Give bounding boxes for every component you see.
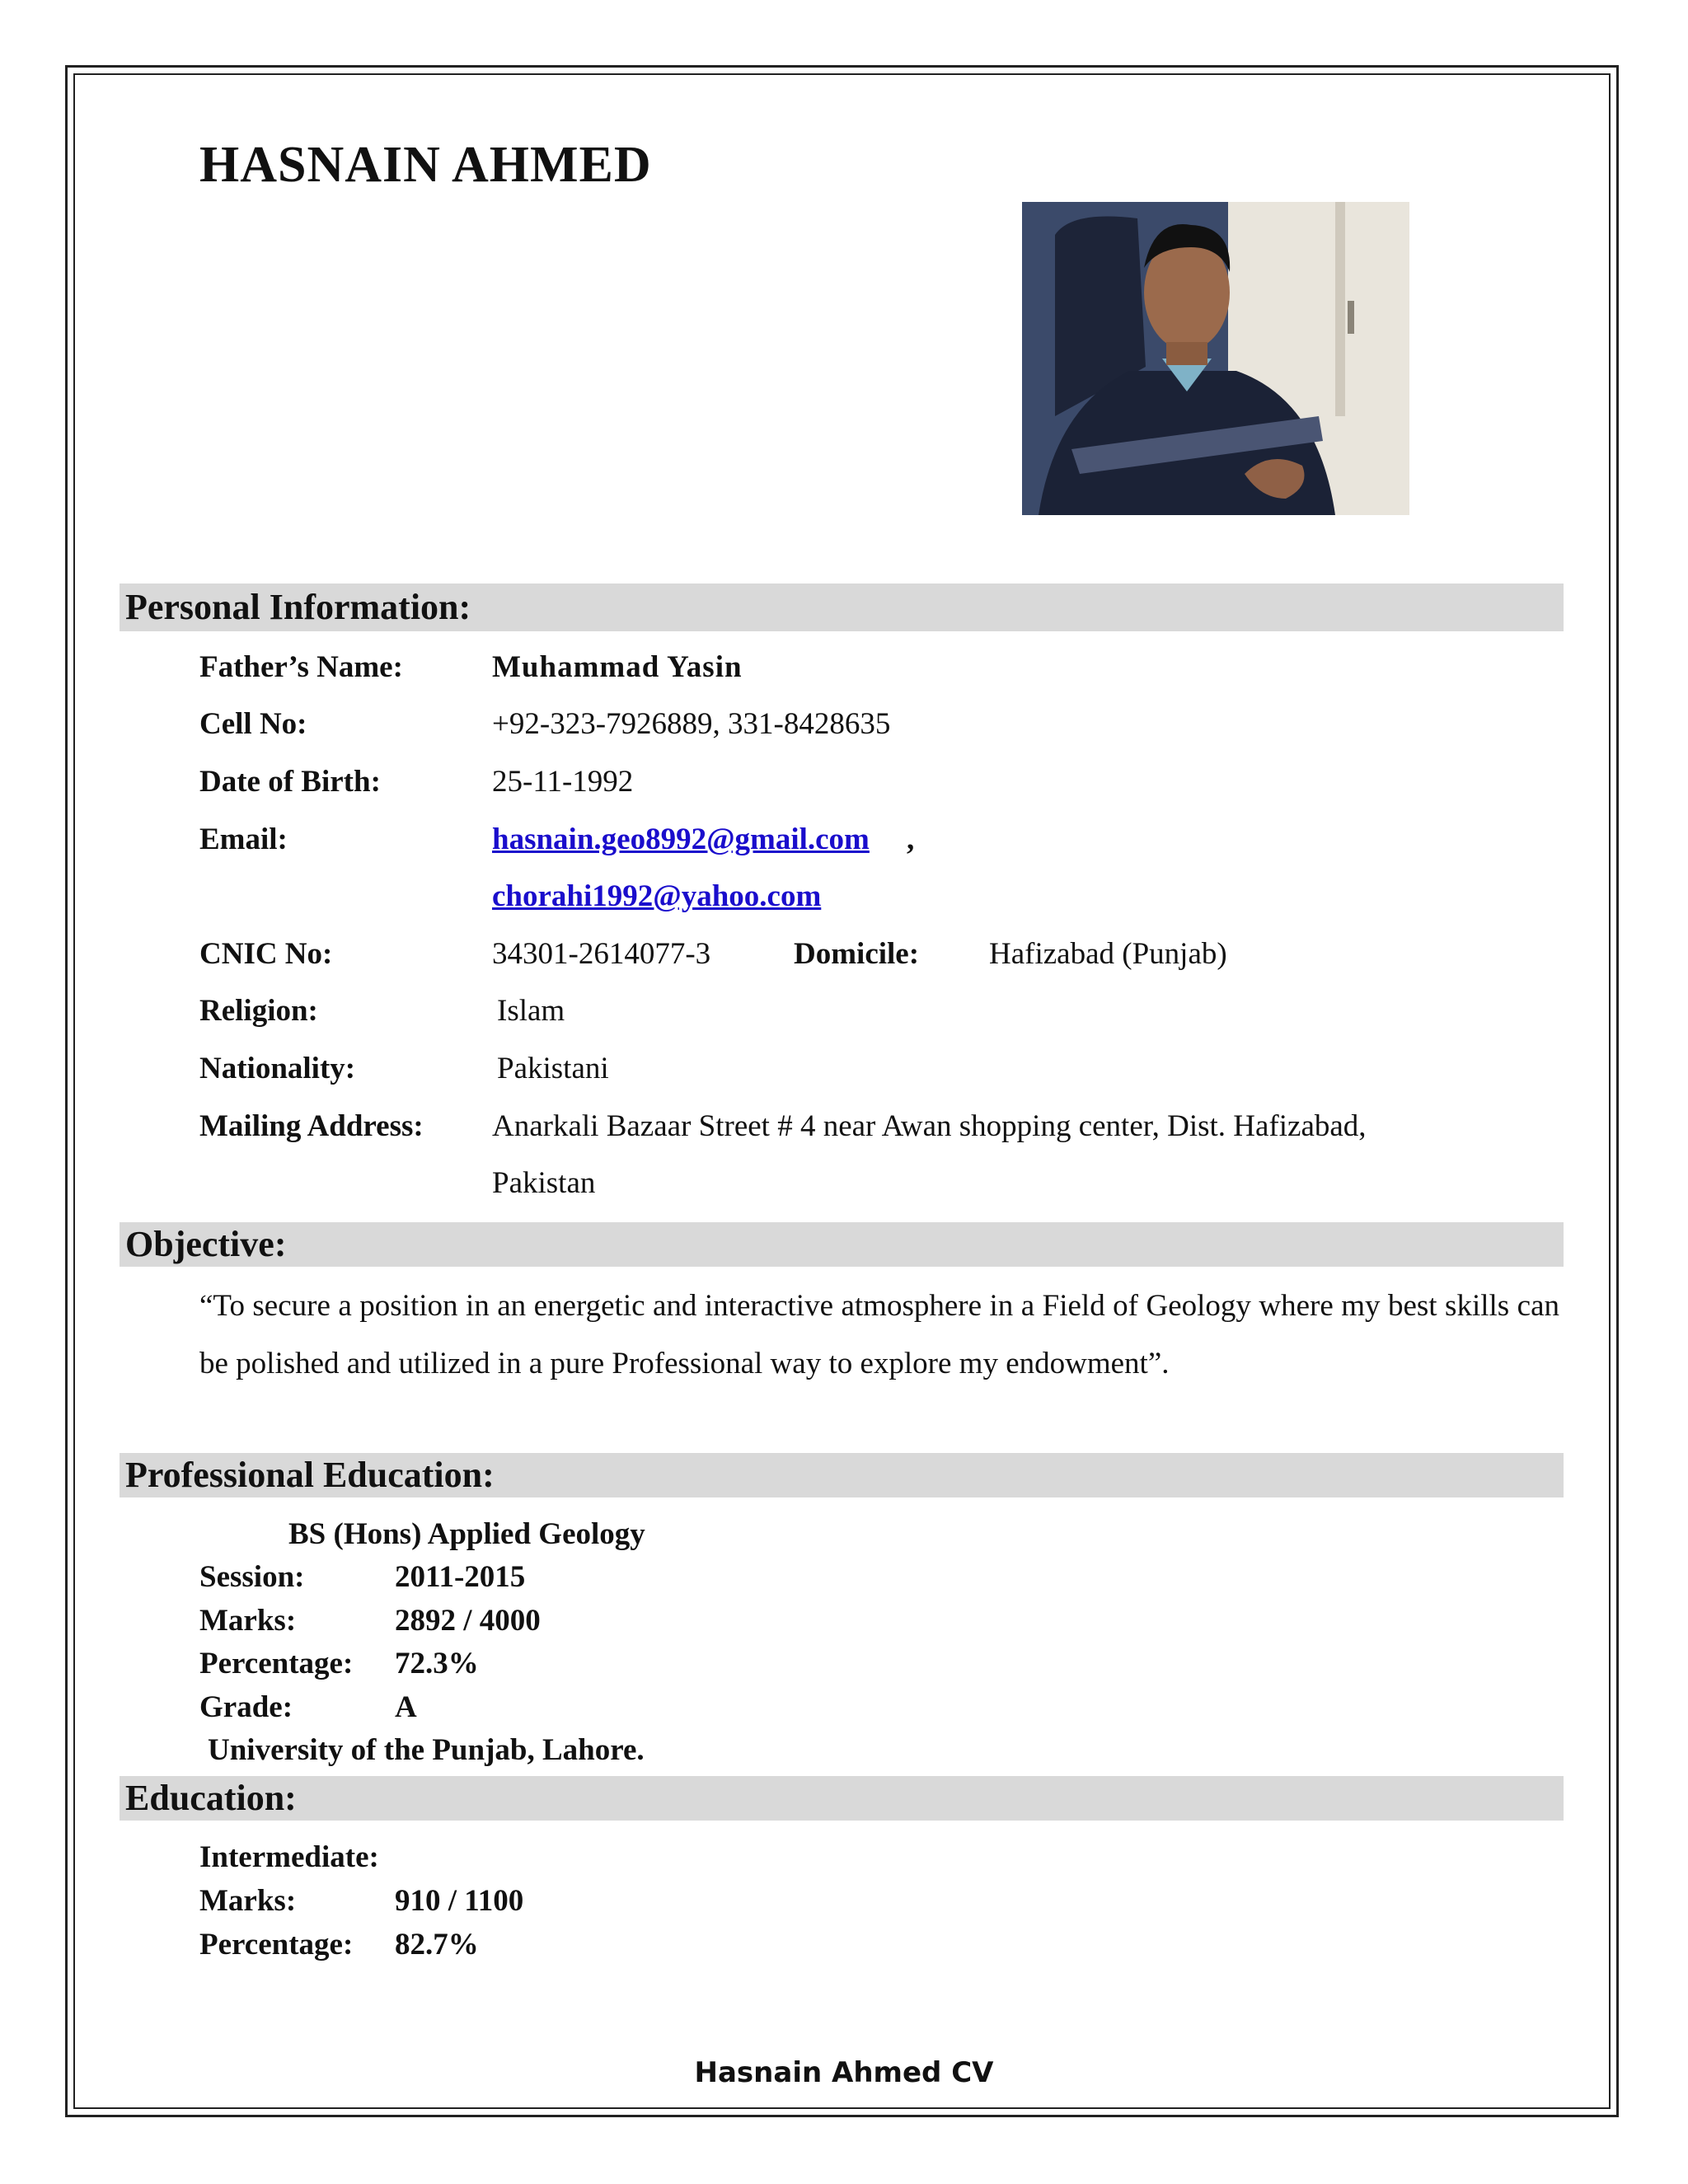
email-link-primary[interactable]: hasnain.geo8992@gmail.com <box>492 823 870 856</box>
percentage-value: 72.3% <box>395 1647 479 1680</box>
intermediate-label: Intermediate: <box>199 1840 379 1874</box>
nationality-value: Pakistani <box>497 1052 609 1085</box>
person-portrait-photo <box>1022 202 1409 515</box>
candidate-name: HASNAIN AHMED <box>199 137 652 193</box>
dob-value: 25-11-1992 <box>492 765 634 799</box>
personal-section-title: Personal Information: <box>125 587 471 627</box>
professional-education-section-title: Professional Education: <box>125 1455 495 1495</box>
degree-title: BS (Hons) Applied Geology <box>288 1517 645 1551</box>
email-link-secondary[interactable]: chorahi1992@yahoo.com <box>492 879 822 913</box>
religion-label: Religion: <box>199 994 318 1028</box>
dob-label: Date of Birth: <box>199 765 381 799</box>
cnic-value: 34301-2614077-3 <box>492 937 711 971</box>
intermediate-percentage-value: 82.7% <box>395 1928 479 1961</box>
footer-title: Hasnain Ahmed CV <box>694 2056 994 2089</box>
session-value: 2011-2015 <box>395 1560 526 1594</box>
intermediate-marks-value: 910 / 1100 <box>395 1884 524 1918</box>
cell-label: Cell No: <box>199 707 307 741</box>
education-section-bar <box>120 1776 1564 1821</box>
objective-section-bar <box>120 1222 1564 1267</box>
education-section-title: Education: <box>125 1778 297 1818</box>
nationality-label: Nationality: <box>199 1052 356 1085</box>
intermediate-percentage-label: Percentage: <box>199 1928 354 1961</box>
intermediate-marks-label: Marks: <box>199 1884 297 1918</box>
university-name: University of the Punjab, Lahore. <box>208 1733 645 1767</box>
objective-text: “To secure a position in an energetic and interactive atmosphere in a Field of Geology where my best skills can be polished and utilized in a pure Professional way to explore my endowment”. <box>199 1289 1559 1380</box>
address-line-1: Anarkali Bazaar Street # 4 near Awan shopping center, Dist. Hafizabad, <box>492 1109 1367 1143</box>
marks-label: Marks: <box>199 1604 297 1638</box>
cell-value: +92-323-7926889, 331-8428635 <box>492 707 891 741</box>
email-separator: , <box>907 823 915 856</box>
religion-value: Islam <box>497 994 565 1028</box>
objective-section-title: Objective: <box>125 1224 287 1264</box>
domicile-label: Domicile: <box>794 937 920 971</box>
email-label: Email: <box>199 823 288 856</box>
fathers-name-value: Muhammad Yasin <box>492 650 743 684</box>
fathers-name-label: Father’s Name: <box>199 650 403 684</box>
portrait-illustration <box>1022 202 1409 515</box>
grade-label: Grade: <box>199 1690 293 1724</box>
grade-value: A <box>395 1690 417 1724</box>
cnic-label: CNIC No: <box>199 937 333 971</box>
domicile-value: Hafizabad (Punjab) <box>989 937 1227 971</box>
session-label: Session: <box>199 1560 305 1594</box>
address-label: Mailing Address: <box>199 1109 424 1143</box>
address-line-2: Pakistan <box>492 1166 596 1200</box>
marks-value: 2892 / 4000 <box>395 1604 541 1638</box>
percentage-label: Percentage: <box>199 1647 354 1680</box>
